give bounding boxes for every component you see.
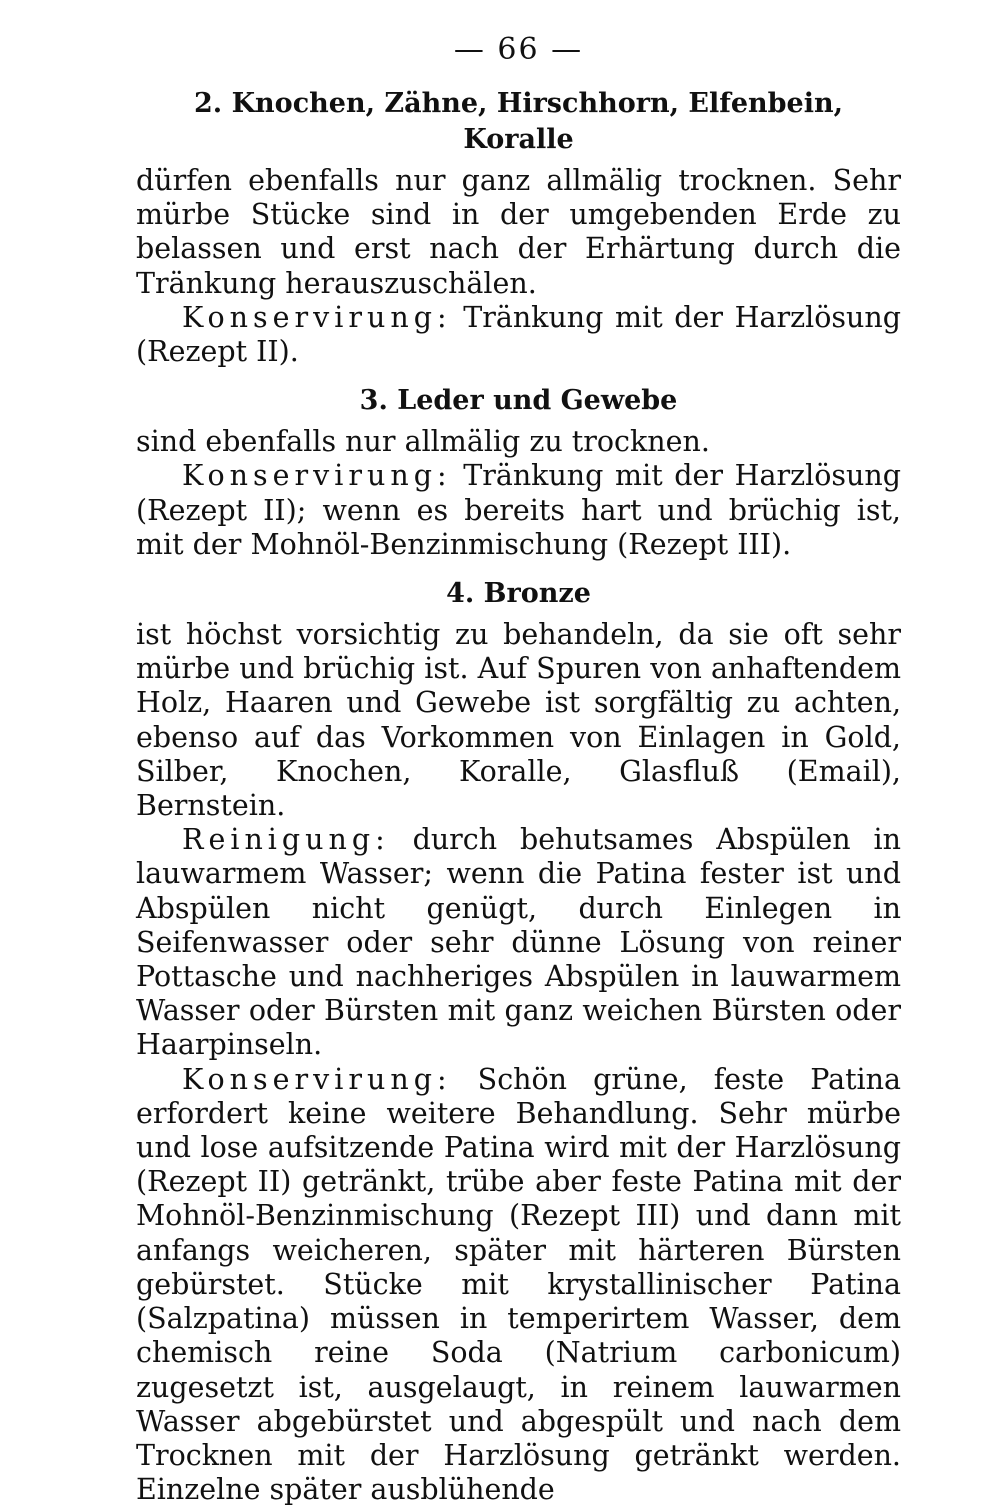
paragraph: ist höchst vorsichtig zu behandeln, da sie oft sehr mürbe und brüchig ist. Auf Spuren von anhaftendem Holz, Haaren und Gewebe ist sorgfältig zu achten, ebenso auf das Vorkommen von Einlagen in Gold, Silber, Knochen, Koralle, Glasfluß (Email), Bernstein. xyxy=(136,618,901,823)
paragraph xyxy=(136,1063,901,1507)
paragraph-text: Schön grüne, feste Patina erfordert keine weitere Behandlung. Sehr mürbe und lose aufsitzende Patina wird mit der Harzlösung (Rezept II) getränkt, trübe aber feste Patina mit der Mohnöl-Benzinmischung (Rezept III) und dann mit anfangs weicheren, später mit härteren Bürsten gebürstet. Stücke mit krystallinischer Patina (Salzpatina) müssen in temperirtem Wasser, dem chemisch reine Soda (Natrium carbonicum) zugesetzt ist, ausgelaugt, in reinem lauwarmen Wasser abgebürstet und abgespült und nach dem Trocknen mit der Harzlösung getränkt werden. Einzelne später ausblühende xyxy=(136,1062,901,1507)
paragraph-label: Konservirung: xyxy=(182,300,452,334)
paragraph-label: Konservirung: xyxy=(182,1062,452,1096)
section-heading: 4. Bronze xyxy=(446,578,591,610)
section-heading: 3. Leder und Gewebe xyxy=(359,385,678,417)
paragraph xyxy=(136,823,901,1062)
paragraph xyxy=(136,301,901,369)
paragraph-text: durch behutsames Abspülen in lauwarmem Wasser; wenn die Patina fester ist und Abspülen nicht genügt, durch Einlegen in Seifenwasser oder sehr dünne Lösung von reiner Pottasche und nachheriges Abspülen in lauwarmem Wasser oder Bürsten mit ganz weichen Bürsten oder Haarpinseln. xyxy=(136,823,901,1062)
paragraph-text: Tränkung mit der Harzlösung (Rezept II). xyxy=(136,300,901,369)
book-page xyxy=(136,30,901,1507)
section-heading: 2. Knochen, Zähne, Hirschhorn, Elfenbein, Koralle xyxy=(194,88,843,155)
paragraph-label: Reinigung: xyxy=(182,823,390,857)
paragraph-text: Tränkung mit der Harzlösung (Rezept II); wenn es bereits hart und brüchig ist, mit der Mohnöl-Benzinmischung (Rezept III). xyxy=(136,459,901,561)
paragraph: dürfen ebenfalls nur ganz allmälig trocknen. Sehr mürbe Stücke sind in der umgebenden Erde zu belassen und erst nach der Erhärtung durch die Tränkung herauszuschälen. xyxy=(136,164,901,300)
page-number: — 66 — xyxy=(453,32,584,67)
paragraph: sind ebenfalls nur allmälig zu trocknen. xyxy=(136,425,710,459)
paragraph xyxy=(136,459,901,562)
paragraph-label: Konservirung: xyxy=(182,459,452,493)
